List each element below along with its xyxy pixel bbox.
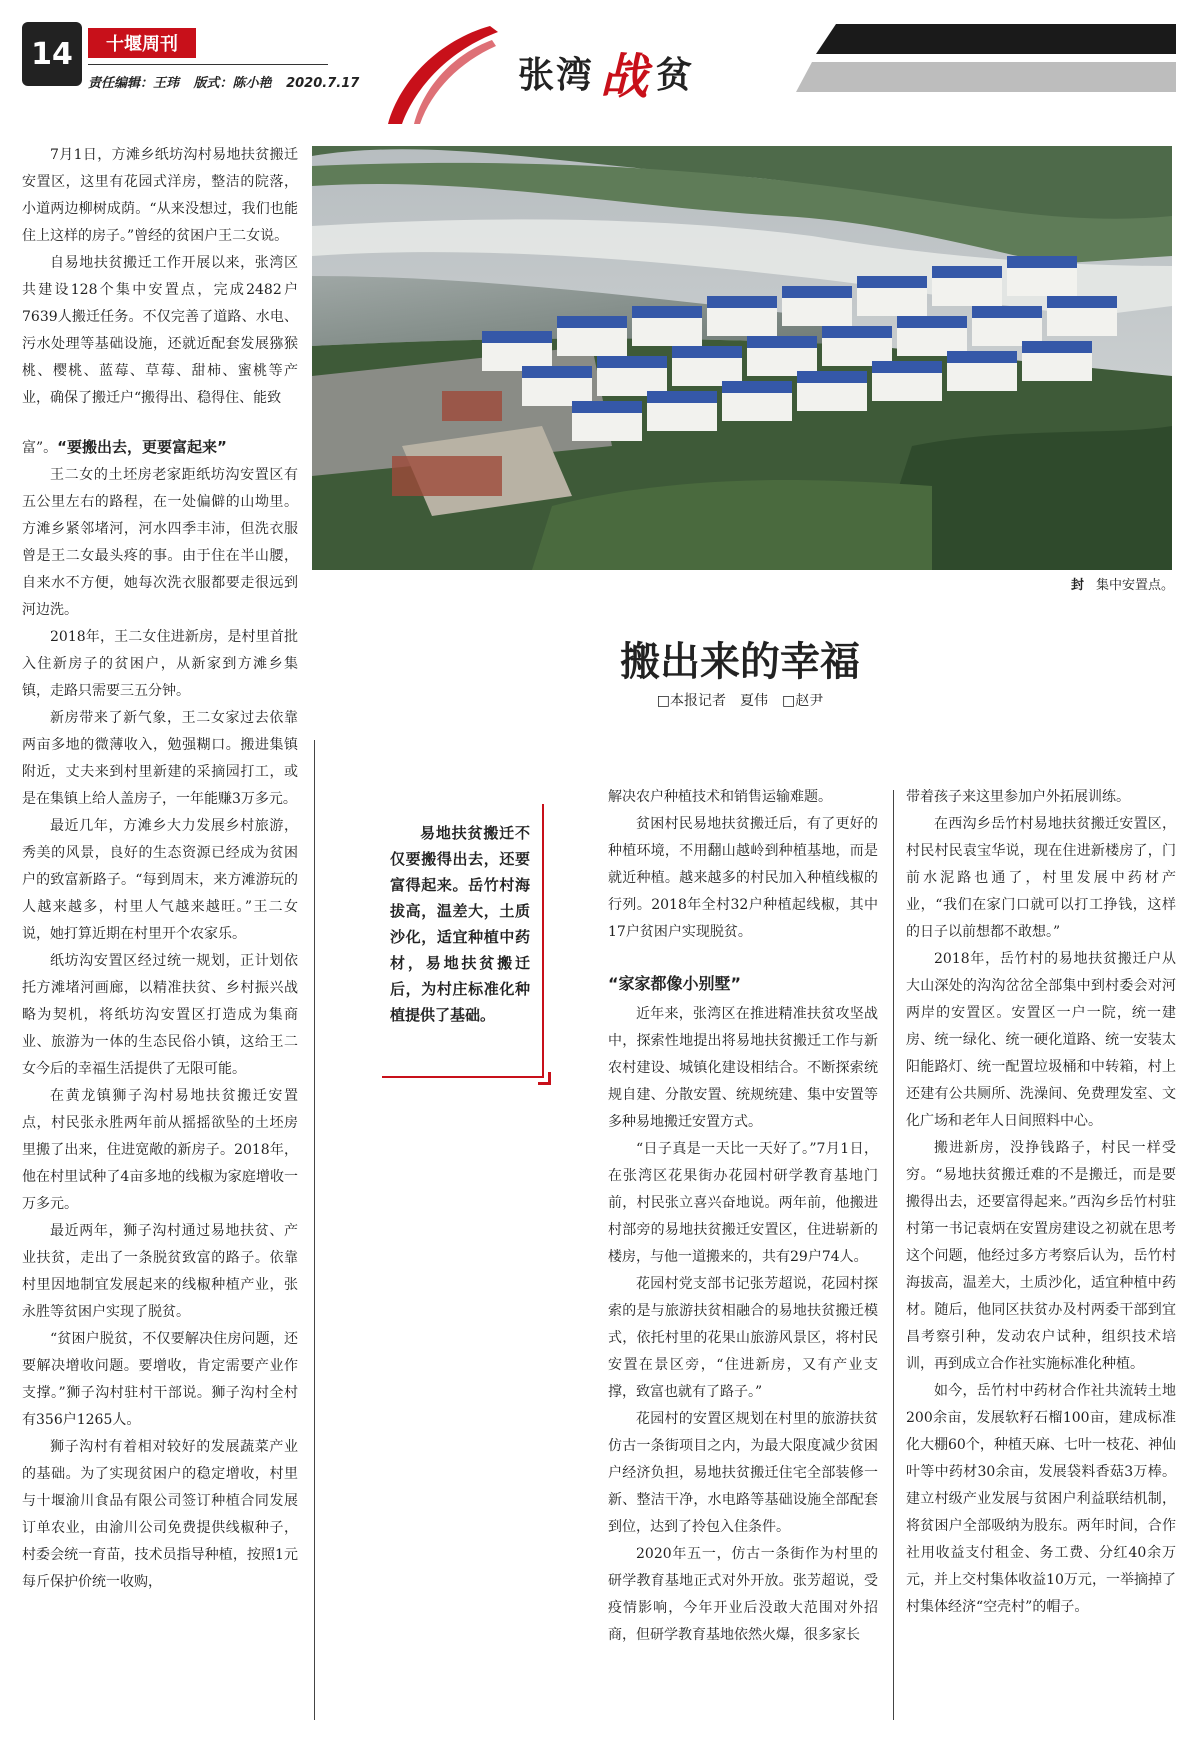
paragraph: 纸坊沟安置区经过统一规划，正计划依托方滩堵河画廊，以精准扶贫、乡村振兴战略为契机，将纸坊沟安置区打造成为集商业、旅游为一体的生态民俗小镇，这给王二女今后的幸福生活提供了无限可能。	[22, 953, 298, 1077]
paragraph: 2018年，岳竹村的易地扶贫搬迁户从大山深处的沟沟岔岔全部集中到村委会对河两岸的安置区。安置区一户一院，统一建房、统一绿化、统一硬化道路、统一安装太阳能路灯、统一配置垃圾桶和中转箱，村上还建有公共厕所、洗澡间、免费理发室、文化广场和老年人日间照料中心。	[906, 951, 1176, 1129]
header-bars-decoration	[796, 24, 1176, 94]
paragraph: 解决农户种植技术和销售运输难题。	[608, 789, 832, 805]
pull-quote-corner	[538, 1072, 551, 1085]
column-title-red: 战	[600, 48, 651, 105]
issue-date: 2020.7.17	[286, 76, 360, 91]
masthead: 十堰周刊	[88, 28, 196, 58]
paragraph: 如今，岳竹村中药材合作社共流转土地200余亩，发展软籽石榴100亩，建成标准化大棚60个，种植天麻、七叶一枝花、神仙叶等中药材30余亩，发展袋料香菇3万棒。建立村级产业发展与贫困户利益联结机制，将贫困户全部吸纳为股东。两年时间，合作社用收益支付租金、务工费、分红40余万元，并上交村集体收益10万元，一举摘掉了村集体经济“空壳村”的帽子。	[906, 1383, 1176, 1615]
subhead: “要搬出去，更要富起来”	[57, 438, 227, 456]
article-column-1	[22, 142, 298, 1596]
subhead: “家家都像小别墅”	[608, 974, 742, 993]
paragraph: 自易地扶贫搬迁工作开展以来，张湾区共建设128个集中安置点，完成2482户7639人搬迁任务。不仅完善了道路、水电、污水处理等基础设施，还就近配套发展猕猴桃、樱桃、蓝莓、草莓、甜柿、蜜桃等产业，确保了搬迁户“搬得出、稳得住、能致	[22, 255, 298, 406]
paragraph: 新房带来了新气象，王二女家过去依靠两亩多地的微薄收入，勉强糊口。搬进集镇附近，丈夫来到村里新建的采摘园打工，或是在集镇上给人盖房子，一年能赚3万多元。	[22, 710, 298, 807]
column-divider-1	[314, 740, 315, 1720]
article-column-3	[906, 784, 1176, 1621]
paragraph: “日子真是一天比一天好了。”7月1日，在张湾区花果街办花园村研学教育基地门前，村民张立喜兴奋地说。两年前，他搬进村部旁的易地扶贫搬迁安置区，住进崭新的楼房，与他一道搬来的，共有29户74人。	[608, 1141, 878, 1265]
column-divider-2	[893, 790, 894, 1720]
paragraph: 带着孩子来这里参加户外拓展训练。	[906, 789, 1130, 805]
paragraph: 在西沟乡岳竹村易地扶贫搬迁安置区，村民村民袁宝华说，现在住进新楼房了，门前水泥路也通了，村里发展中药材产业，“我们在家门口就可以打工挣钱，这样的日子以前想都不敢想。”	[906, 816, 1176, 940]
paragraph: 在黄龙镇狮子沟村易地扶贫搬迁安置点，村民张永胜两年前从摇摇欲坠的土坯房里搬了出来，住进宽敞的新房子。2018年，他在村里试种了4亩多地的线椒为家庭增收一万多元。	[22, 1088, 298, 1212]
red-swoosh-decoration	[380, 20, 500, 130]
paragraph: “贫困户脱贫，不仅要解决住房问题，还要解决增收问题。要增收，肯定需要产业作支撑。”狮子沟村驻村干部说。狮子沟村全村有356户1265人。	[22, 1331, 298, 1428]
paragraph: 7月1日，方滩乡纸坊沟村易地扶贫搬迁安置区，这里有花园式洋房，整洁的院落，小道两边柳树成荫。“从来没想过，我们也能住上这样的房子。”曾经的贫困户王二女说。	[22, 147, 298, 244]
paragraph-lead: 富”。	[22, 440, 58, 456]
resettlement-photo	[312, 146, 1172, 570]
paragraph: 贫困村民易地扶贫搬迁后，有了更好的种植环境，不用翻山越岭到种植基地，而是就近种植。越来越多的村民加入种植线椒的行列。2018年全村32户种植起线椒，其中17户贫困户实现脱贫。	[608, 816, 878, 940]
paragraph: 最近两年，狮子沟村通过易地扶贫、产业扶贫，走出了一条脱贫致富的路子。依靠村里因地制宜发展起来的线椒种植产业，张永胜等贫困户实现了脱贫。	[22, 1223, 298, 1320]
column-title	[518, 42, 695, 105]
paragraph: 搬进新房，没挣钱路子，村民一样受穷。“易地扶贫搬迁难的不是搬迁，而是要搬得出去，还要富得起来。”西沟乡岳竹村驻村第一书记袁炳在安置房建设之初就在思考这个问题，他经过多方考察后认为，岳竹村海拔高，温差大，土质沙化，适宜种植中药材。随后，他同区扶贫办及村两委干部到宜昌考察引种，发动农户试种，组织技术培训，再到成立合作社实施标准化种植。	[906, 1140, 1176, 1372]
article-column-2	[608, 784, 878, 1649]
paragraph: 2020年五一，仿古一条街作为村里的研学教育基地正式对外开放。张芳超说，受疫情影响，今年开业后没敢大范围对外招商，但研学教育基地依然火爆，很多家长	[608, 1546, 878, 1643]
pull-quote: 易地扶贫搬迁不仅要搬得出去，还要富得起来。岳竹村海拔高，温差大，土质沙化，适宜种植中药材，易地扶贫搬迁后，为村庄标准化种植提供了基础。	[390, 824, 530, 1024]
article-byline: □本报记者 夏伟 □赵尹	[656, 693, 824, 709]
column-title-right: 贫	[656, 53, 695, 96]
paragraph: 狮子沟村有着相对较好的发展蔬菜产业的基础。为了实现贫困户的稳定增收，村里与十堰渝川食品有限公司签订种植合同发展订单农业，由渝川公司免费提供线椒种子，村委会统一育苗，技术员指导种植，按照1元每斤保护价统一收购，	[22, 1439, 298, 1590]
paragraph: 最近几年，方滩乡大力发展乡村旅游，秀美的风景，良好的生态资源已经成为贫困户的致富新路子。“每到周末，来方滩游玩的人越来越多，村里人气越来越旺。”王二女说，她打算近期在村里开个农家乐。	[22, 818, 298, 942]
paragraph: 花园村的安置区规划在村里的旅游扶贫仿古一条街项目之内，为最大限度减少贫困户经济负担，易地扶贫搬迁住宅全部装修一新、整洁干净，水电路等基础设施全部配套到位，达到了拎包入住条件。	[608, 1411, 878, 1535]
header-rule	[88, 64, 328, 65]
paragraph: 近年来，张湾区在推进精准扶贫攻坚战中，探索性地提出将易地扶贫搬迁工作与新农村建设、城镇化建设相结合。不断探索统规自建、分散安置、统规统建、集中安置等多种易地搬迁安置方式。	[608, 1006, 878, 1130]
editor: 责任编辑：王玮	[88, 76, 180, 91]
editor-credits	[88, 72, 369, 91]
photo-caption	[1071, 574, 1174, 593]
column-title-left: 张湾	[518, 53, 595, 96]
layout-editor: 版式：陈小艳	[193, 76, 272, 91]
paragraph: 2018年，王二女住进新房，是村里首批入住新房子的贫困户，从新家到方滩乡集镇，走路只需要三五分钟。	[22, 629, 298, 699]
paragraph: 王二女的土坯房老家距纸坊沟安置区有五公里左右的路程，在一处偏僻的山坳里。方滩乡紧邻堵河，河水四季丰沛，但洗衣服曾是王二女最头疼的事。由于住在半山腰，自来水不方便，她每次洗衣服都要走很远到河边洗。	[22, 467, 298, 618]
page-number: 14	[22, 22, 82, 86]
article-headline: 搬出来的幸福	[620, 638, 860, 685]
photo-caption-text: 集中安置点。	[1095, 578, 1174, 593]
paragraph	[22, 434, 298, 462]
photo-credit: 封	[1070, 578, 1084, 593]
paragraph: 花园村党支部书记张芳超说，花园村探索的是与旅游扶贫相融合的易地扶贫搬迁模式，依托村里的花果山旅游风景区，将村民安置在景区旁，“住进新房，又有产业支撑，致富也就有了路子。”	[608, 1276, 878, 1400]
